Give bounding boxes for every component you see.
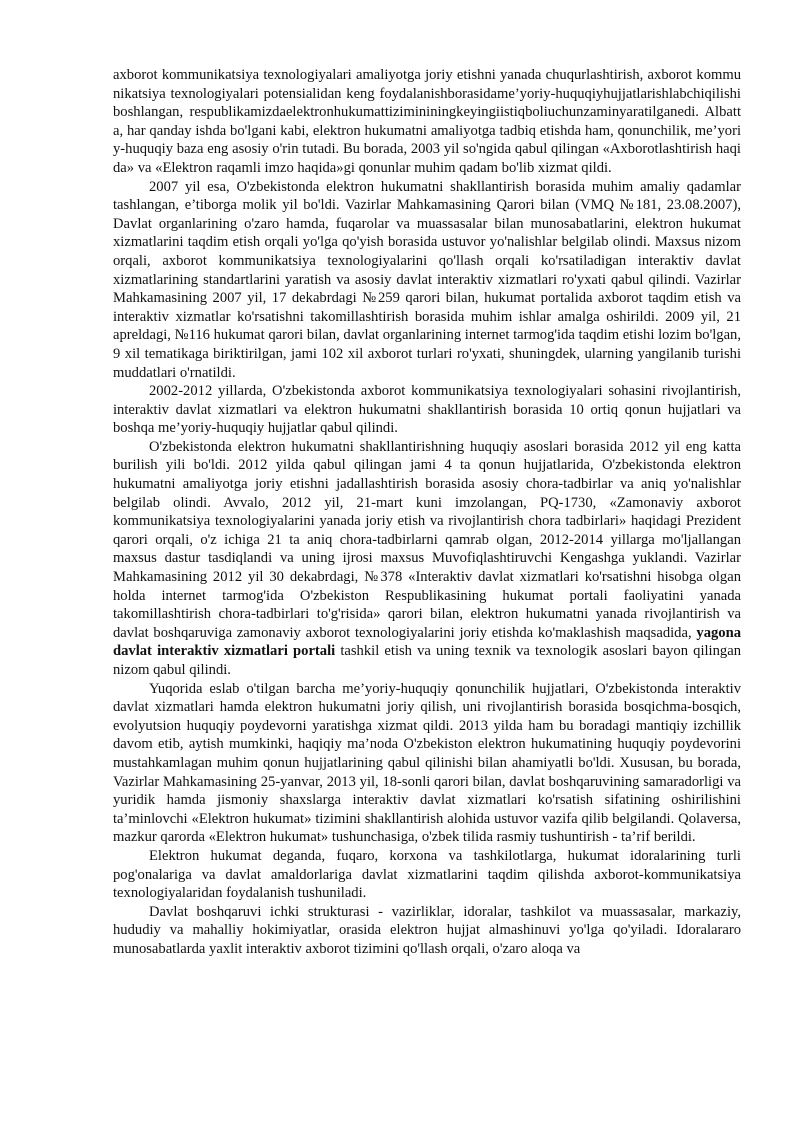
paragraph-2012-turning-point	[113, 438, 741, 680]
document-page	[113, 66, 741, 959]
paragraph-2002-2012-laws: 2002-2012 yillarda, O'zbekistonda axborot kommunikatsiya texnologiyalari sohasini rivojlantirish, interaktiv davlat xizmatlari va elektron hukumatni shakllantirish borasida 10 ortiq qonun hujjatlari va boshqa me’yoriy-huquqiy hujjatlar qabul qilindi.	[113, 383, 741, 437]
portal-bold-phrase: yagona davlat interaktiv xizmatlari portali	[113, 624, 741, 660]
paragraph-2012-text-before: O'zbekistonda elektron hukumatni shakllantirishning huquqiy asoslari borasida 2012 yil eng katta burilish yili bo'ldi. 2012 yilda qabul qilingan jami 4 ta qonun hujjatlarida, O'zbekistonda elektron hukumatni amaliyotga joriy etishni jadallashtirish borasida asosiy chora-tadbirlar va aniq yo'nalishlar belgilab olindi. Avvalo, 2012 yil, 21-mart kuni imzolangan, PQ-1730, «Zamonaviy axborot kommunikatsiya texnologiyalarini yanada joriy etish va rivojlantirish chora tadbirlari» haqidagi Prezident qarori orqali, o'z ichiga 21 ta aniq chora-tadbirlarni qamrab olgan, 2012-2014 yillarga mo'ljallangan maxsus dastur tasdiqlandi va uning ijrosi maxsus Muvofiqlashtiruvchi Kengashga yuklandi. Vazirlar Mahkamasining 2012 yil 30 dekabrdagi, №378 «Interaktiv davlat xizmatlari ko'rsatishni hisobga olgan holda internet tarmog'ida O'zbekiston Respublikasining hukumat portali faoliyatini yanada takomillashtirish chora-tadbirlari to'g'risida» qarori bilan, elektron hukumatni yanada rivojlantirish va davlat boshqaruviga zamonaviy axborot texnologiyalarini joriy etishda ko'maklashish maqsadida,	[113, 438, 741, 641]
paragraph-intro-continuation: axborot kommunikatsiya texnologiyalari amaliyotga joriy etishni yanada chuqurlashtirish, axborot kommunikatsiya texnologiyalari potensialidan keng foydalanishborasidame’yoriy-huquqiyhujjatlarishlabchiqilishiboshlangan, respublikamizdaelektronhukumattizimininingkeyingiistiqboliuchunzaminyaratilganedi. Albatta, har qanday ishda bo'lgani kabi, elektron hukumatni amaliyotga tadbiq etishda ham, qonunchilik, me’yoriy-huquqiy baza eng asosiy o'rin tutadi. Bu borada, 2003 yil so'ngida qabul qilingan «Axborotlashtirish haqida» va «Elektron raqamli imzo haqida»gi qonunlar muhim qadam bo'lib xizmat qildi.	[113, 67, 741, 176]
paragraph-egov-definition: Elektron hukumat deganda, fuqaro, korxona va tashkilotlarga, hukumat idoralarining turli pog'onalariga va davlat amaldorlariga davlat xizmatlarini taqdim qilishda axborot-kommunikatsiya texnologiyalaridan foydalanish tushuniladi.	[113, 847, 741, 902]
paragraph-2007-legal-steps: 2007 yil esa, O'zbekistonda elektron hukumatni shakllantirish borasida muhim amaliy qadamlar tashlangan, e’tiborga molik yil bo'ldi. Vazirlar Mahkamasining Qarori bilan (VMQ №181, 23.08.2007), Davlat organlarining o'zaro hamda, fuqarolar va muassasalar bilan munosabatlarini, elektron hukumat xizmatlarini taqdim etish orqali yo'lga qo'yish borasida ustuvor yo'nalishlar belgilab olindi. Maxsus nizom orqali, axborot kommunikatsiya texnologiyalarini qo'llash orqali ko'rsatiladigan interaktiv davlat xizmatlarining standartlarini yaratish va asosiy davlat interaktiv xizmatlari ro'yxati qabul qilindi. Vazirlar Mahkamasining 2007 yil, 17 dekabrdagi №259 qarori bilan, hukumat portalida axborot taqdim etish va interaktiv xizmatlar ko'rsatishni takomillashtirish borasida muhim ishlar amalga oshirildi. 2009 yil, 21 apreldagi, №116 hukumat qarori bilan, davlat organlarining internet tarmog'ida taqdim etishi lozim bo'lgan, 9 xil tematikaga biriktirilgan, jami 102 xil axborot turlari ro'yxati, shuningdek, ularning yangilanib turishi muddatlari o'rnatildi.	[113, 178, 741, 381]
paragraph-2012-text-after: tashkil etish va uning texnik va texnologik asoslari bayon qilingan nizom qabul qilindi.	[113, 643, 741, 678]
paragraph-internal-structure: Davlat boshqaruvi ichki strukturasi - vazirliklar, idoralar, tashkilot va muassasalar, markaziy, hududiy va mahalliy hokimiyatlar, orasida elektron hujjat almashinuvi yo'lga qo'yiladi. Idoralararo munosabatlarda yaxlit interaktiv axborot tizimini qo'llash orqali, o'zaro aloqa va	[113, 903, 741, 957]
paragraph-2013-foundation: Yuqorida eslab o'tilgan barcha me’yoriy-huquqiy qonunchilik hujjatlari, O'zbekistonda interaktiv davlat xizmatlari hamda elektron hukumatni joriy qilish, uni rivojlantirish borasida bosqichma-bosqich, evolyutsion huquqiy poydevorni yaratishga xizmat qildi. 2013 yilda ham bu boradagi mantiqiy izchillik davom etib, aytish mumkinki, haqiqiy ma’noda O'zbekiston elektron hukumatining huquqiy poydevorini mustahkamlagan muhim qonun hujjatlarining qabul qilinishi bilan ahamiyatli bo'ldi. Xususan, bu borada, Vazirlar Mahkamasining 25-yanvar, 2013 yil, 18-sonli qarori bilan, davlat boshqaruvining samaradorligi va yuridik hamda jismoniy shaxslarga interaktiv davlat xizmatlari ko'rsatish sifatining oshirilishini ta’minlovchi «Elektron hukumat» tizimini shakllantirish alohida ustuvor vazifa qilib belgilandi. Qolaversa, mazkur qarorda «Elektron hukumat» tushunchasiga, o'zbek tilida rasmiy tushuntirish - ta’rif berildi.	[113, 680, 741, 846]
